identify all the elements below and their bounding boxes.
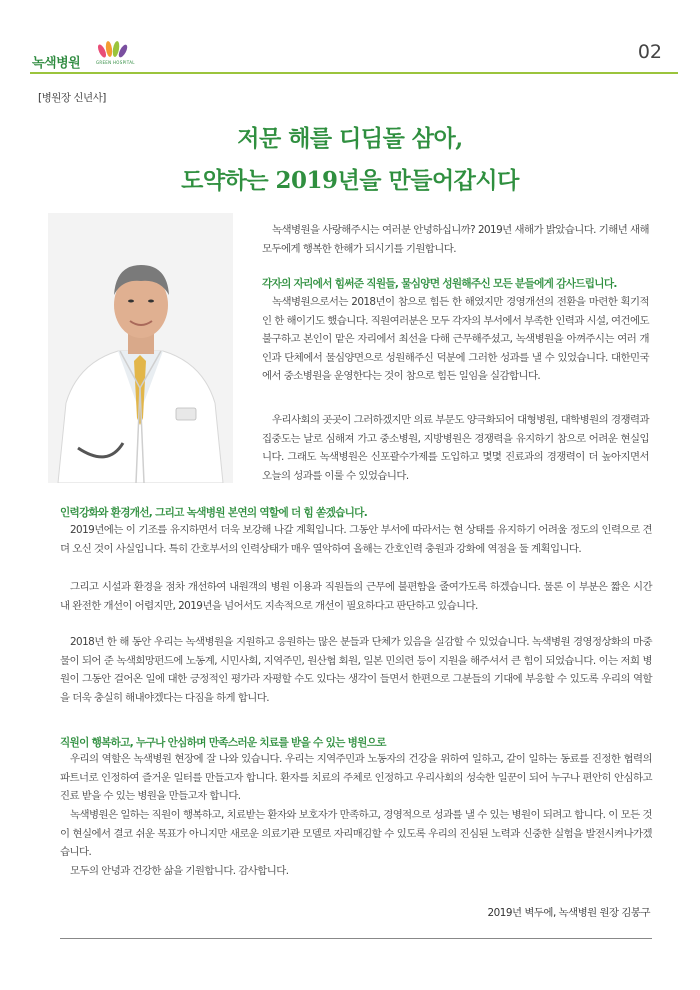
section2-paragraph-1 bbox=[60, 521, 652, 558]
section-tag: [병원장 신년사] bbox=[38, 92, 106, 104]
section2-paragraph-1-text: 2019년에는 이 기조를 유지하면서 더욱 보강해 나갈 계획입니다. 그동안 부서에 따라서는 현 상태를 유지하기 어려울 정도의 인력으로 견뎌 오신 것이 사실입니다. 특히 간호부서의 인력상태가 매우 열악하여 올해는 간호인력 충원과 강화에 역점을 둘 계획입니다. bbox=[60, 524, 652, 555]
section2-paragraph-3 bbox=[60, 633, 652, 707]
section3-paragraph-2-text: 녹색병원은 일하는 직원이 행복하고, 치료받는 환자와 보호자가 만족하고, 경영적으로 성과를 낼 수 있는 병원이 되려고 합니다. 이 모든 것이 현실에서 결코 쉬운 목표가 아니지만 새로운 의료기관 모델로 자리매김할 수 있도록 우리의 진심된 노력과 신중한 실험을 발전시켜나가겠습니다. bbox=[60, 809, 652, 859]
intro-paragraph-1-text: 녹색병원을 사랑해주시는 여러분 안녕하십니까? 2019년 새해가 밝았습니다. 기해년 새해 모두에게 행복한 한해가 되시기를 기원합니다. bbox=[262, 224, 649, 255]
hospital-logo bbox=[32, 38, 172, 71]
section3-paragraph-3 bbox=[60, 862, 652, 881]
section2-subhead: 인력강화와 환경개선, 그리고 녹색병원 본연의 역할에 더 힘 쏟겠습니다. bbox=[60, 507, 368, 519]
section3-paragraph-2 bbox=[60, 806, 652, 862]
portrait-illustration bbox=[48, 213, 233, 483]
title-line-2: 도약하는 2019년을 만들어갑시다 bbox=[181, 167, 519, 194]
director-portrait bbox=[48, 213, 233, 483]
header-divider bbox=[30, 72, 678, 74]
page-header bbox=[0, 0, 700, 80]
section3-paragraph-3-text: 모두의 안녕과 건강한 삶을 기원합니다. 감사합니다. bbox=[70, 865, 289, 877]
section2-paragraph-2-text: 그리고 시설과 환경을 점차 개선하여 내원객의 병원 이용과 직원들의 근무에 불편함을 줄여가도록 하겠습니다. 물론 이 부분은 짧은 시간 내 완전한 개선이 어렵지만, 2019년을 넘어서도 지속적으로 개선이 필요하다고 판단하고 있습니다. bbox=[60, 581, 652, 612]
section2-paragraph-3-text: 2018년 한 해 동안 우리는 녹색병원을 지원하고 응원하는 많은 분들과 단체가 있음을 실감할 수 있었습니다. 녹색병원 경영정상화의 마중물이 되어 준 녹색희망펀드에 노동계, 시민사회, 지역주민, 원산협 회원, 일본 민의련 등이 지원을 해주셔서 큰 힘이 되었습니다. 이는 저희 병원이 그동안 걸어온 일에 대한 긍정적인 평가라 자평할 수도 있다는 생각이 들면서 한편으로 그분들의 기대에 부응할 수 있도록 우리의 역할을 더욱 충실히 해내야겠다는 다짐을 하게 합니다. bbox=[60, 636, 652, 704]
footer-divider bbox=[60, 938, 652, 939]
intro-paragraph-2-text: 녹색병원으로서는 2018년이 참으로 힘든 한 해였지만 경영개선의 전환을 마련한 획기적인 한 해이기도 했습니다. 직원여러분은 모두 각자의 부서에서 부족한 인력과 시설, 여건에도 불구하고 본인이 맡은 자리에서 최선을 다해 근무해주셨고, 녹색병원을 아껴주시는 여러 개인과 단체에서 물심양면으로 성원해주신 덕분에 그러한 성과를 낼 수 있었습니다. 대한민국에서 중소병원을 운영한다는 것이 참으로 힘든 일임을 실감합니다. bbox=[262, 296, 649, 383]
intro-paragraph-1 bbox=[262, 221, 649, 258]
section3-paragraph-1 bbox=[60, 750, 652, 806]
logo-leaves-icon bbox=[90, 38, 140, 62]
intro-paragraph-3-text: 우리사회의 곳곳이 그러하겠지만 의료 부문도 양극화되어 대형병원, 대학병원의 경쟁력과 집중도는 날로 심해져 가고 중소병원, 지방병원은 경쟁력을 유지하기 참으로 어려운 현실입니다. 그래도 녹색병원은 신포괄수가제를 도입하고 몇몇 진료과의 경쟁력이 더 높아지면서 오늘의 성과를 이룰 수 있었습니다. bbox=[262, 414, 649, 482]
page-number: 02 bbox=[637, 41, 662, 63]
intro-paragraph-3 bbox=[262, 411, 649, 485]
signature: 2019년 벽두에, 녹색병원 원장 김봉구 bbox=[487, 907, 650, 919]
intro-paragraph-2 bbox=[262, 293, 649, 386]
intro-subhead: 각자의 자리에서 힘써준 직원들, 물심양면 성원해주신 모든 분들에게 감사드립니다. bbox=[262, 278, 617, 290]
section3-paragraph-1-text: 우리의 역할은 녹색병원 현장에 잘 나와 있습니다. 우리는 지역주민과 노동자의 건강을 위하여 일하고, 같이 일하는 동료를 진정한 협력의 파트너로 인정하여 즐거운 일터를 만들고자 합니다. 환자를 치료의 주체로 인정하고 우리사회의 성숙한 일꾼이 되어 누구나 편안히 안심하고 진료 받을 수 있는 병원을 만들고자 합니다. bbox=[60, 753, 652, 803]
article-title bbox=[0, 118, 700, 202]
title-line-1: 저문 해를 디딤돌 삼아, bbox=[237, 125, 463, 152]
section3-subhead: 직원이 행복하고, 누구나 안심하며 만족스러운 치료를 받을 수 있는 병원으로 bbox=[60, 737, 386, 749]
logo-subtitle: GREEN HOSPITAL bbox=[96, 60, 135, 65]
section2-paragraph-2 bbox=[60, 578, 652, 615]
logo-name: 녹색병원 bbox=[32, 56, 81, 71]
